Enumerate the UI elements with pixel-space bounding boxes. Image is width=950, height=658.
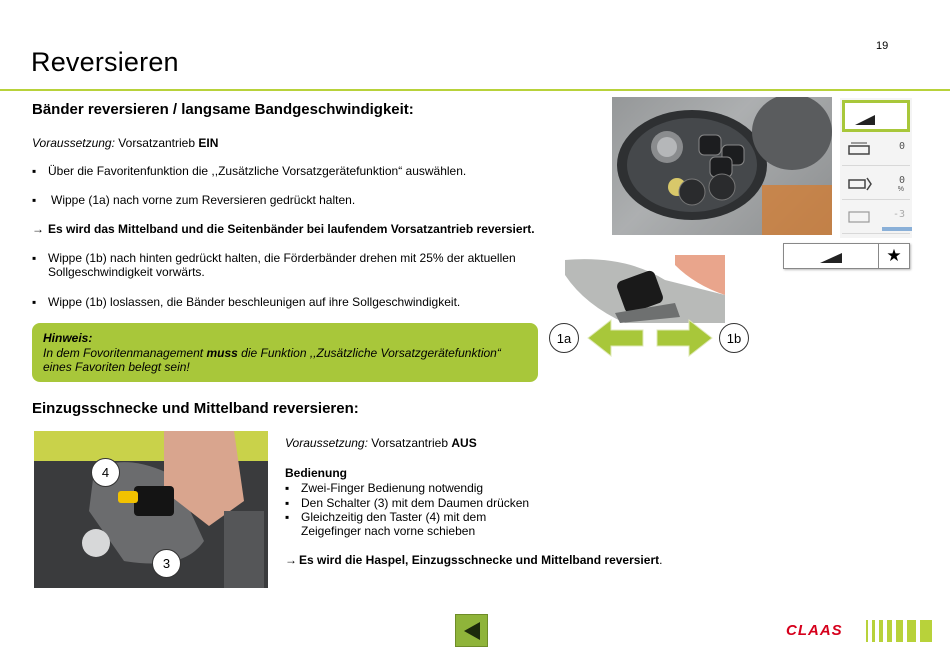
favorite-function-button[interactable] <box>784 244 879 268</box>
favorite-bar <box>783 243 910 269</box>
list-item: ▪ Den Schalter (3) mit dem Daumen drücken <box>285 496 530 510</box>
list-item: ▪ Gleichzeitig den Taster (4) mit dem Zeigefinger nach vorne schieben <box>285 510 515 538</box>
display-unit: % <box>897 186 904 193</box>
section2-precondition <box>285 436 477 450</box>
section1-precondition <box>32 136 218 150</box>
bullet-text: Gleichzeitig den Taster (4) mit dem Zeigefinger nach vorne schieben <box>301 510 487 538</box>
armrest-illustration <box>612 97 832 235</box>
title-divider <box>0 89 950 91</box>
rocker-arrows <box>585 318 715 358</box>
display-row-belt <box>842 134 910 166</box>
operation-heading: Bedienung <box>285 466 347 480</box>
label-1b: 1b <box>719 323 749 353</box>
display-row-percent <box>842 168 910 200</box>
list-item: ▪ Über die Favoritenfunktion die ,,Zusätzliche Vorsatzgerätefunktion“ auswählen. <box>32 164 467 178</box>
arrow-left-icon <box>588 320 643 356</box>
section2-result: → Es wird die Haspel, Einzugsschnecke und Mittelband reversiert. <box>285 553 663 567</box>
belt-icon <box>847 140 877 160</box>
bullet-text: Wippe (1b) loslassen, die Bänder beschleunigen auf ihre Sollgeschwindigkeit. <box>48 295 461 309</box>
list-item: → Es wird das Mittelband und die Seitenbänder bei laufendem Vorsatzantrieb reversiert. <box>32 222 535 236</box>
header-icon <box>847 206 877 230</box>
claas-logo: CLAAS <box>786 622 843 639</box>
hint-box <box>32 323 538 382</box>
display-row-header <box>842 202 910 234</box>
list-item: ▪ Zwei-Finger Bedienung notwendig <box>285 481 484 495</box>
list-item: ▪ Wippe (1a) nach vorne zum Reversieren gedrückt halten. <box>32 193 356 207</box>
brand-stripes <box>866 620 950 642</box>
precondition-text: Vorsatzantrieb <box>118 136 196 150</box>
label-4: 4 <box>91 458 120 487</box>
display-row-speed <box>842 100 910 132</box>
back-button[interactable] <box>455 614 488 647</box>
precondition-value: AUS <box>451 436 477 450</box>
bullet-text: Wippe (1a) nach vorne zum Reversieren gedrückt halten. <box>51 193 356 207</box>
page-title: Reversieren <box>31 47 179 77</box>
ramp-icon <box>849 107 909 131</box>
result-text: Es wird das Mittelband und die Seitenbänder bei laufendem Vorsatzantrieb reversiert. <box>48 222 535 236</box>
section1-heading: Bänder reversieren / langsame Bandgeschwindigkeit: <box>32 101 414 118</box>
precondition-label: Voraussetzung: <box>285 436 368 450</box>
bullet-text: Zwei-Finger Bedienung notwendig <box>301 481 484 495</box>
bullet-text: Wippe (1b) nach hinten gedrückt halten, die Förderbänder drehen mit 25% der aktuellen Sollgeschwindigkeit vorwärts. <box>48 251 516 279</box>
label-1a: 1a <box>549 323 579 353</box>
list-item: ▪ Wippe (1b) nach hinten gedrückt halten, die Förderbänder drehen mit 25% der aktuellen Sollgeschwindigkeit vorwärts. <box>32 251 532 279</box>
page-number: 19 <box>876 40 889 52</box>
result-text: Es wird die Haspel, Einzugsschnecke und Mittelband reversiert <box>299 553 660 567</box>
display-value: -3 <box>892 209 905 220</box>
reverse-speed-icon <box>847 172 877 196</box>
rocker-illustration <box>565 255 725 323</box>
ramp-icon <box>784 244 878 268</box>
hint-line: eines Favoriten belegt sein! <box>43 360 190 374</box>
precondition-label: Voraussetzung: <box>32 136 115 150</box>
armrest-control-photo <box>612 97 832 235</box>
precondition-value: EIN <box>198 136 219 150</box>
label-3: 3 <box>152 549 181 578</box>
section2-heading: Einzugsschnecke und Mittelband reversieren: <box>32 400 359 417</box>
rocker-switch-photo <box>565 255 725 323</box>
precondition-text: Vorsatzantrieb <box>371 436 449 450</box>
joystick-illustration <box>34 431 268 588</box>
bullet-text: Den Schalter (3) mit dem Daumen drücken <box>301 496 530 510</box>
terminal-display <box>840 98 912 238</box>
hint-line: In dem Fovoritenmanagement muss die Funktion ,,Zusätzliche Vorsatzgerätefunktion“ <box>43 345 501 360</box>
bullet-text: Über die Favoritenfunktion die ,,Zusätzliche Vorsatzgerätefunktion“ auswählen. <box>48 164 467 178</box>
triangle-left-icon <box>461 620 483 642</box>
display-value: 0 <box>898 175 905 186</box>
arrow-right-icon <box>657 320 712 356</box>
star-icon[interactable]: ★ <box>886 246 902 265</box>
list-item: ▪ Wippe (1b) loslassen, die Bänder beschleunigen auf ihre Sollgeschwindigkeit. <box>32 295 461 309</box>
joystick-photo <box>34 431 268 588</box>
display-value: 0 <box>898 141 905 152</box>
hint-label: Hinweis: <box>43 331 93 345</box>
